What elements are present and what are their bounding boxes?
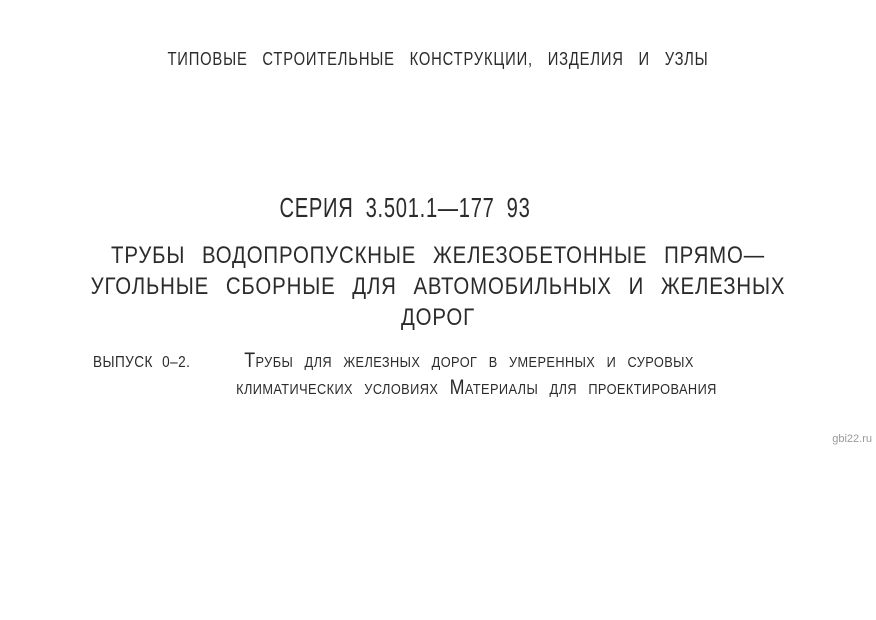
issue-line-2: климатических условиях Материалы для проектирования (236, 376, 717, 399)
title-line-3: ДОРОГ (400, 304, 476, 331)
watermark: gbi22.ru (832, 433, 872, 445)
document-header: ТИПОВЫЕ СТРОИТЕЛЬНЫЕ КОНСТРУКЦИИ, ИЗДЕЛИЯ И УЗЛЫ (167, 49, 709, 69)
issue-label: ВЫПУСК 0–2. (93, 354, 191, 371)
issue-text (236, 347, 717, 401)
series-number: СЕРИЯ 3.501.1—177 93 (279, 192, 531, 223)
document-title (66, 240, 811, 333)
title-line-2: УГОЛЬНЫЕ СБОРНЫЕ ДЛЯ АВТОМОБИЛЬНЫХ И ЖЕЛЕЗНЫХ (90, 273, 786, 300)
issue-line-1: Трубы для железных дорог в умеренных и суровых (244, 349, 694, 372)
title-line-1: ТРУБЫ ВОДОПРОПУСКНЫЕ ЖЕЛЕЗОБЕТОННЫЕ ПРЯМО— (111, 242, 765, 269)
